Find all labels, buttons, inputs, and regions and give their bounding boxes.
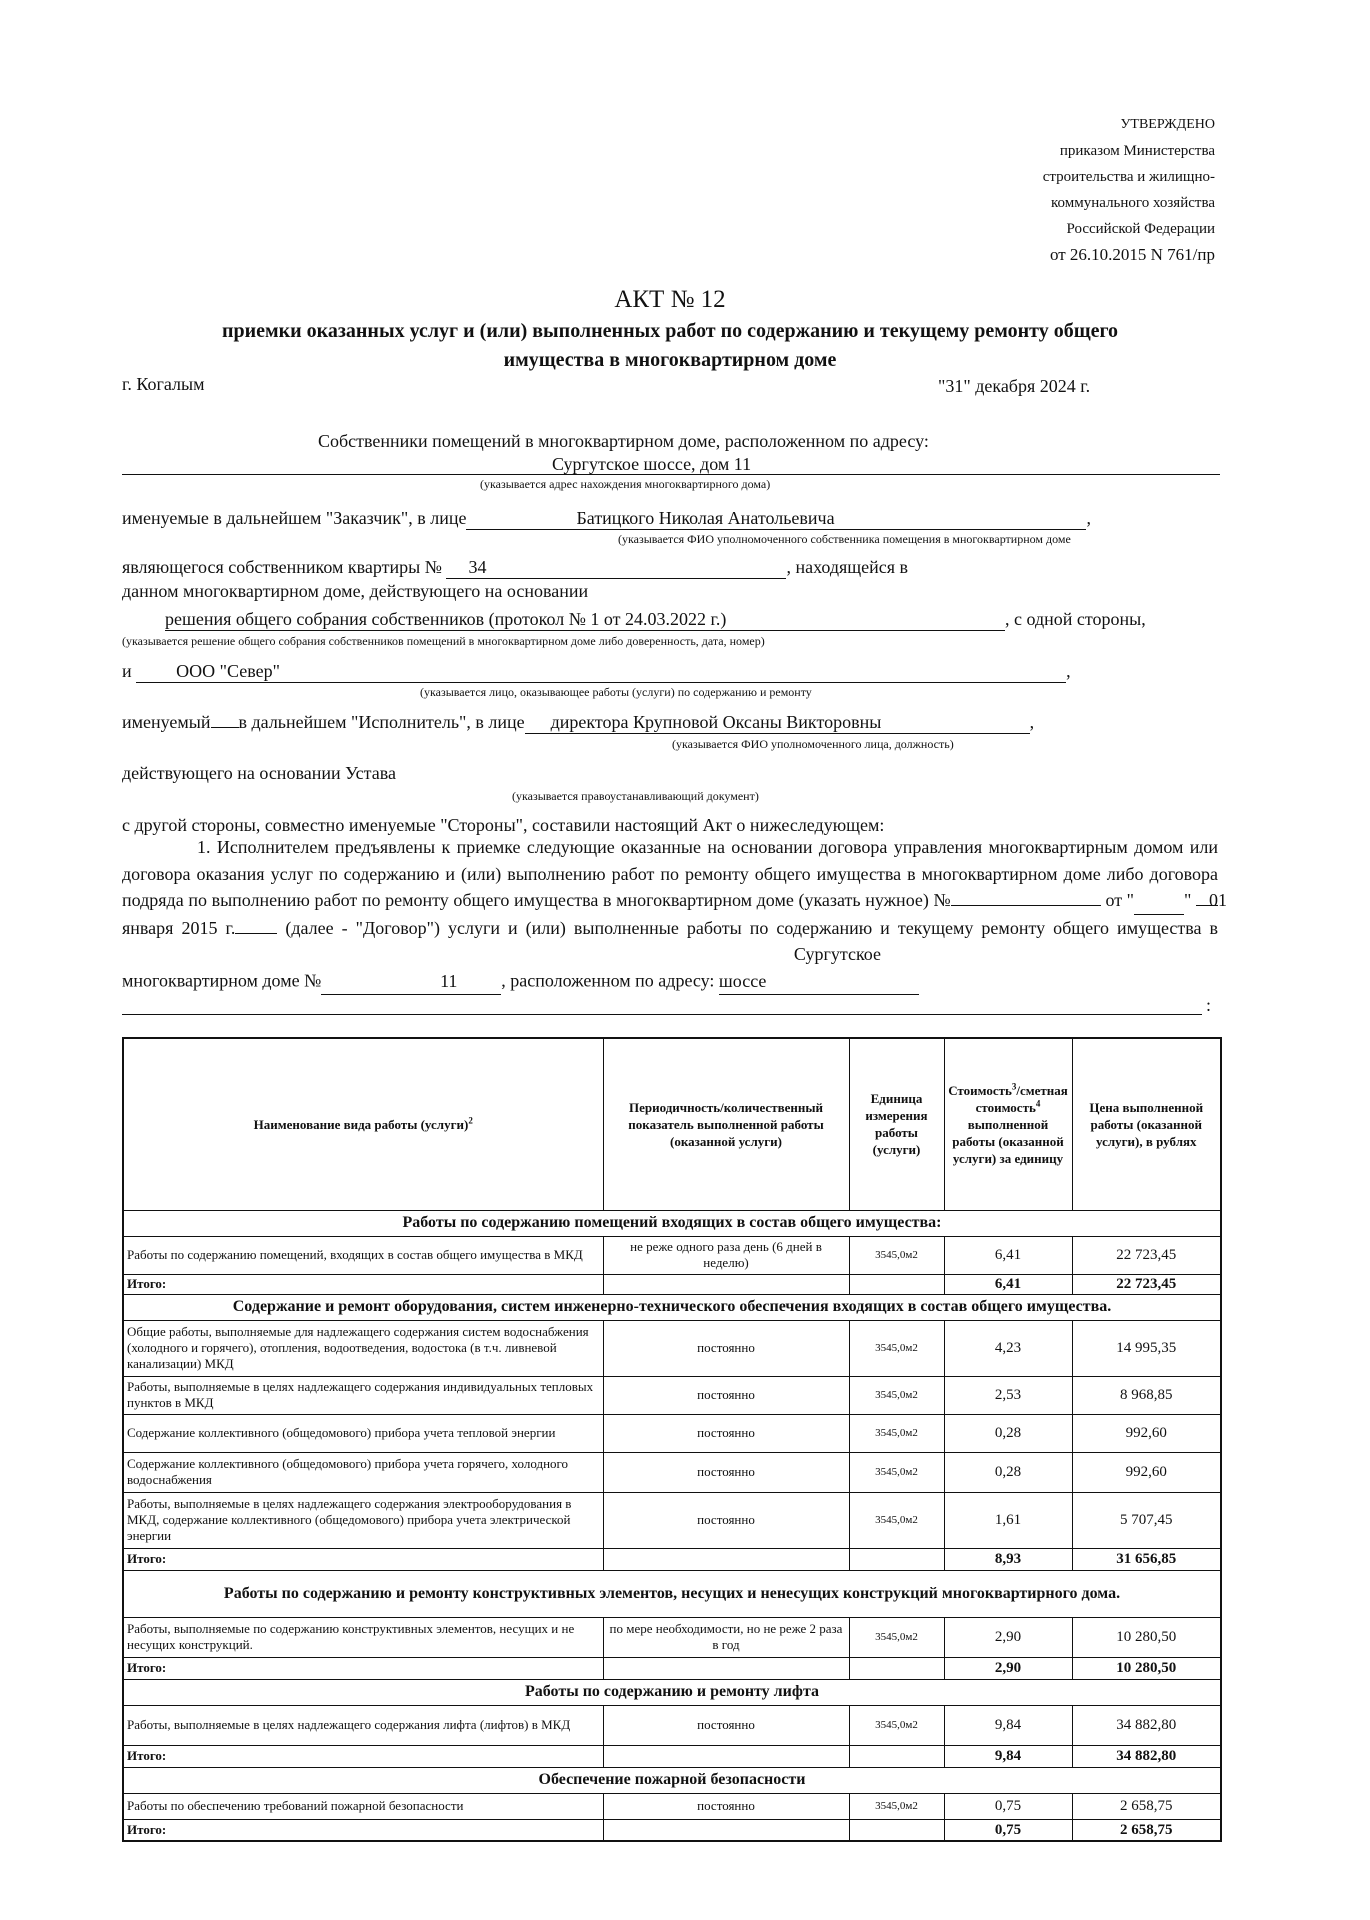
row-work-name: Работы, выполняемые в целях надлежащего содержания индивидуальных тепловых пунктов в МКД <box>123 1376 603 1414</box>
row-work-name: Работы, выполняемые в целях надлежащего содержания электрооборудования в МКД, содержание коллективного (общедомового) прибора учета электрической энергии <box>123 1492 603 1548</box>
apartment-field <box>446 556 786 579</box>
section-header <box>123 1210 1221 1236</box>
para-1-address-field <box>719 941 919 995</box>
header-periodicity: Периодичность/количественный показатель выполненной работы (оказанной услуги) <box>603 1038 849 1210</box>
row-periodicity: постоянно <box>603 1414 849 1452</box>
customer-basis: решения общего собрания собственников (протокол № 1 от 24.03.2022 г.) <box>165 609 727 629</box>
row-periodicity: не реже одного раза день (6 дней в неделю) <box>603 1236 849 1274</box>
total-row <box>123 1548 1221 1570</box>
contractor-basis-note: (указывается правоустанавливающий документ) <box>512 789 759 803</box>
works-table <box>122 1037 1222 1842</box>
para-1-colon: : <box>1206 995 1212 1015</box>
section-title: Работы по содержанию и ремонту конструктивных элементов, несущих и ненесущих конструкций многоквартирного дома. <box>123 1570 1221 1617</box>
address-rule <box>122 474 1220 475</box>
contractor-rep-note: (указывается ФИО уполномоченного лица, должность) <box>672 737 954 751</box>
row-price: 992,60 <box>1072 1414 1221 1452</box>
row-price: 10 280,50 <box>1072 1617 1221 1657</box>
total-row <box>123 1657 1221 1679</box>
header-unit-cost: Стоимость$^3$/сметная стоимость$^4$ выполненной работы (оказанной услуги) за единицу <box>944 1038 1072 1210</box>
total-price: 34 882,80 <box>1072 1745 1221 1767</box>
apartment-suffix: , находящейся в <box>786 557 909 577</box>
contract-day-field <box>1134 887 1228 915</box>
contract-number-field <box>951 905 1101 906</box>
total-unit-cost: 8,93 <box>944 1548 1072 1570</box>
approval-line: строительства и жилищно- <box>1042 169 1215 185</box>
act-date: "31" декабря 2024 г. <box>938 376 1091 396</box>
row-unit-cost: 1,61 <box>944 1492 1072 1548</box>
para-1 <box>122 834 1228 995</box>
owners-intro: Собственники помещений в многоквартирном доме, расположенном по адресу: <box>318 431 929 451</box>
approval-line: приказом Министерства <box>1059 143 1215 159</box>
total-unit-cost: 9,84 <box>944 1745 1072 1767</box>
address-continuation-rule <box>122 1014 1202 1015</box>
section-title: Работы по содержанию помещений входящих в состав общего имущества: <box>123 1210 1221 1236</box>
header-work-name: Наименование вида работы (услуги)$^2$ <box>123 1038 603 1210</box>
contractor-prefix: и <box>122 661 132 681</box>
empty-cell <box>849 1657 944 1679</box>
total-label: Итого: <box>123 1819 603 1841</box>
row-price: 992,60 <box>1072 1452 1221 1492</box>
total-label: Итого: <box>123 1274 603 1294</box>
approval-line: УТВЕРЖДЕНО <box>1120 117 1215 132</box>
row-periodicity: постоянно <box>603 1452 849 1492</box>
row-price: 5 707,45 <box>1072 1492 1221 1548</box>
para-1-from: от " <box>1105 890 1135 910</box>
empty-cell <box>849 1745 944 1767</box>
para-intro: с другой стороны, совместно именуемые "Стороны", составили настоящий Акт о нижеследующем: <box>122 815 885 835</box>
para-1-after: (далее - "Договор") услуги и (или) выполненные работы по содержанию и текущему ремонту общего имущества в многоквартирном доме № <box>122 917 1219 991</box>
contract-day: 01 <box>1209 890 1228 910</box>
row-work-name: Работы, выполняемые по содержанию конструктивных элементов, несущих и не несущих конструкций. <box>123 1617 603 1657</box>
total-unit-cost: 2,90 <box>944 1657 1072 1679</box>
table-row <box>123 1376 1221 1414</box>
act-header <box>120 284 1220 374</box>
empty-cell <box>603 1657 849 1679</box>
total-price: 22 723,45 <box>1072 1274 1221 1294</box>
customer-name-field <box>466 507 1086 530</box>
row-unit-cost: 6,41 <box>944 1236 1072 1274</box>
row-unit: 3545,0м2 <box>849 1414 944 1452</box>
section-header <box>123 1679 1221 1705</box>
section-header <box>123 1294 1221 1320</box>
customer-prefix: именуемые в дальнейшем "Заказчик", в лице <box>122 508 467 528</box>
para-1-text: 1. Исполнителем предъявлены к приемке следующие оказанные на основании договора управления многоквартирным домом или договора оказания услуг по содержанию и (или) выполнению работ по ремонту общего имущества в многоквартирном доме либо договора подряда по выполнению работ по ремонту общего имущества в многоквартирном доме (указать нужное) № <box>122 837 1218 910</box>
row-work-name: Содержание коллективного (общедомового) прибора учета горячего, холодного водоснабжения <box>123 1452 603 1492</box>
total-label: Итого: <box>123 1745 603 1767</box>
row-unit: 3545,0м2 <box>849 1492 944 1548</box>
row-unit-cost: 9,84 <box>944 1705 1072 1745</box>
row-unit: 3545,0м2 <box>849 1236 944 1274</box>
row-periodicity: постоянно <box>603 1793 849 1819</box>
section-title: Содержание и ремонт оборудования, систем инженерно-технического обеспечения входящих в состав общего имущества. <box>123 1294 1221 1320</box>
row-unit: 3545,0м2 <box>849 1617 944 1657</box>
house-number: 11 <box>440 970 458 991</box>
act-title-line1: приемки оказанных услуг и (или) выполненных работ по содержанию и текущему ремонту общего <box>221 320 1119 342</box>
blank-field <box>211 727 239 728</box>
place: г. Когалым <box>122 374 205 394</box>
customer-basis-line <box>165 608 1146 631</box>
total-row <box>123 1819 1221 1841</box>
section-header <box>123 1767 1221 1793</box>
approval-line: коммунального хозяйства <box>1051 195 1215 211</box>
row-periodicity: по мере необходимости, но не реже 2 раза в год <box>603 1617 849 1657</box>
row-work-name: Работы по обеспечению требований пожарной безопасности <box>123 1793 603 1819</box>
table-header-row <box>123 1038 1221 1210</box>
row-periodicity: постоянно <box>603 1320 849 1376</box>
customer-line: именуемые в дальнейшем "Заказчик", в лице Батицкого Николая Анатольевича , <box>122 508 1091 528</box>
customer-basis-field <box>165 608 1005 631</box>
total-label: Итого: <box>123 1657 603 1679</box>
table-row <box>123 1793 1221 1819</box>
section-header <box>123 1570 1221 1617</box>
row-periodicity: постоянно <box>603 1705 849 1745</box>
approval-block <box>1043 112 1215 268</box>
row-unit: 3545,0м2 <box>849 1705 944 1745</box>
total-row <box>123 1274 1221 1294</box>
row-periodicity: постоянно <box>603 1376 849 1414</box>
row-price: 8 968,85 <box>1072 1376 1221 1414</box>
table-row <box>123 1492 1221 1548</box>
para-1-address: Сургутское шоссе <box>718 944 881 991</box>
total-row <box>123 1745 1221 1767</box>
approval-line: от 26.10.2015 N 761/пр <box>1049 245 1215 264</box>
empty-cell <box>603 1548 849 1570</box>
header-unit: Единица измерения работы (услуги) <box>849 1038 944 1210</box>
row-unit: 3545,0м2 <box>849 1376 944 1414</box>
approval-line: Российской Федерации <box>1066 221 1215 237</box>
section-title: Обеспечение пожарной безопасности <box>123 1767 1221 1793</box>
row-unit-cost: 0,28 <box>944 1414 1072 1452</box>
total-price: 2 658,75 <box>1072 1819 1221 1841</box>
blank-field <box>235 933 277 934</box>
contractor-name-field <box>136 660 1066 683</box>
contractor-rep-line: именуемый в дальнейшем "Исполнитель", в лице директора Крупновой Оксаны Викторовны , <box>122 712 1035 732</box>
row-unit-cost: 0,75 <box>944 1793 1072 1819</box>
row-work-name: Работы, выполняемые в целях надлежащего содержания лифта (лифтов) в МКД <box>123 1705 603 1745</box>
row-unit-cost: 0,28 <box>944 1452 1072 1492</box>
row-unit-cost: 2,90 <box>944 1617 1072 1657</box>
table-row <box>123 1452 1221 1492</box>
total-price: 31 656,85 <box>1072 1548 1221 1570</box>
blank-field <box>1196 905 1218 906</box>
empty-cell <box>603 1274 849 1294</box>
row-unit: 3545,0м2 <box>849 1320 944 1376</box>
contract-month: января 2015 г. <box>122 917 236 938</box>
contractor-name: ООО "Север" <box>176 661 280 681</box>
contractor-prefix-b: в дальнейшем "Исполнитель", в лице <box>238 712 525 732</box>
empty-cell <box>849 1819 944 1841</box>
row-work-name: Работы по содержанию помещений, входящих в состав общего имущества в МКД <box>123 1236 603 1274</box>
row-periodicity: постоянно <box>603 1492 849 1548</box>
contractor-name-note: (указывается лицо, оказывающее работы (услуги) по содержанию и ремонту <box>420 685 812 699</box>
customer-line2: данном многоквартирном доме, действующего на основании <box>122 581 589 601</box>
row-unit: 3545,0м2 <box>849 1452 944 1492</box>
total-unit-cost: 6,41 <box>944 1274 1072 1294</box>
row-price: 2 658,75 <box>1072 1793 1221 1819</box>
table-row <box>123 1705 1221 1745</box>
total-label: Итого: <box>123 1548 603 1570</box>
empty-cell <box>603 1745 849 1767</box>
act-number: АКТ № 12 <box>614 286 726 313</box>
contractor-prefix-a: именуемый <box>122 712 211 732</box>
customer-basis-suffix: , с одной стороны, <box>1005 609 1146 629</box>
total-unit-cost: 0,75 <box>944 1819 1072 1841</box>
contractor-line: и ООО "Север" , <box>122 661 1071 681</box>
total-price: 10 280,50 <box>1072 1657 1221 1679</box>
apartment-line <box>122 556 908 579</box>
apartment-number: 34 <box>468 557 487 577</box>
row-unit: 3545,0м2 <box>849 1793 944 1819</box>
row-work-name: Содержание коллективного (общедомового) прибора учета тепловой энергии <box>123 1414 603 1452</box>
row-price: 14 995,35 <box>1072 1320 1221 1376</box>
section-title: Работы по содержанию и ремонту лифта <box>123 1679 1221 1705</box>
row-price: 34 882,80 <box>1072 1705 1221 1745</box>
table-row <box>123 1617 1221 1657</box>
contractor-rep-field <box>525 711 1030 734</box>
empty-cell <box>849 1274 944 1294</box>
empty-cell <box>849 1548 944 1570</box>
para-1-quote: " <box>1184 890 1192 910</box>
customer-basis-note: (указывается решение общего собрания собственников помещений в многоквартирном доме либо доверенность, дата, номер) <box>122 634 765 648</box>
row-work-name: Общие работы, выполняемые для надлежащего содержания систем водоснабжения (холодного и горячего), отопления, водоотведения, водостока (в т.ч. ливневой канализации) МКД <box>123 1320 603 1376</box>
contractor-rep: директора Крупновой Оксаны Викторовны <box>550 712 882 732</box>
row-unit-cost: 2,53 <box>944 1376 1072 1414</box>
contractor-basis: действующего на основании Устава <box>122 763 396 783</box>
table-row <box>123 1236 1221 1274</box>
row-unit-cost: 4,23 <box>944 1320 1072 1376</box>
act-title-line2: имущества в многоквартирном доме <box>503 349 837 371</box>
table-row <box>123 1414 1221 1452</box>
house-number-field <box>321 968 501 996</box>
empty-cell <box>603 1819 849 1841</box>
apartment-prefix: являющегося собственником квартиры № <box>122 557 442 577</box>
header-price: Цена выполненной работы (оказанной услуги), в рублях <box>1072 1038 1221 1210</box>
para-1-address-prefix: , расположенном по адресу: <box>501 970 715 991</box>
house-address: Сургутское шоссе, дом 11 <box>552 454 752 474</box>
customer-name: Батицкого Николая Анатольевича <box>576 508 835 528</box>
address-note: (указывается адрес нахождения многоквартирного дома) <box>480 477 771 491</box>
table-row <box>123 1320 1221 1376</box>
row-price: 22 723,45 <box>1072 1236 1221 1274</box>
customer-name-note: (указывается ФИО уполномоченного собственника помещения в многоквартирном доме <box>618 532 1071 546</box>
